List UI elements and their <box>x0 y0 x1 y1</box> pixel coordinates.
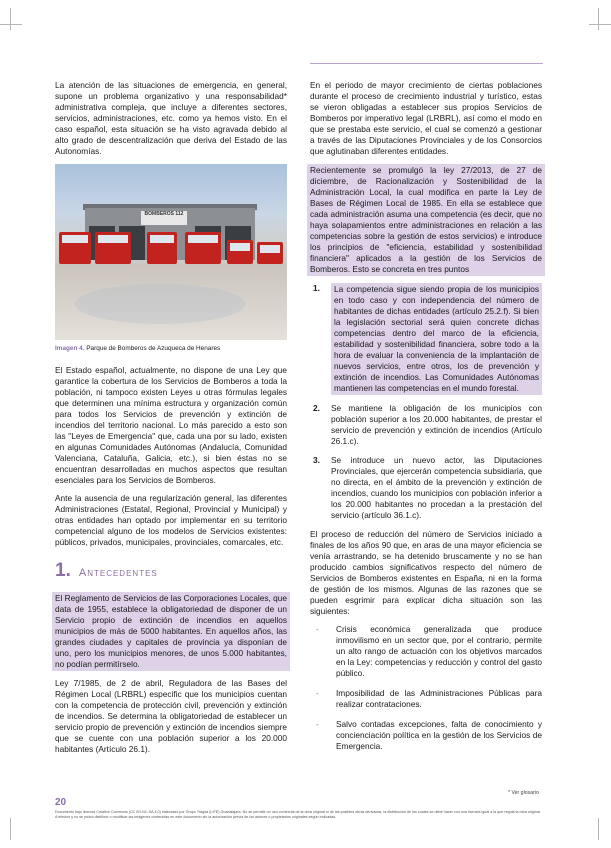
caption-label: Imagen 4. <box>55 345 85 352</box>
highlighted-paragraph: El Reglamento de Servicios de las Corporaciones Locales, que data de 1955, establece la obligatoriedad de disponer de un Servicio propio de extinción de incendios en aquellos municipios de más de 5000 habitantes. En aquellos años, las grandes ciudades y capitales de provincia ya disponían de uno, pero los municipios menores, de unos 5.000 habitantes, no podían permitírselo. <box>52 592 290 671</box>
page-number: 20 <box>55 797 67 808</box>
crop-mark <box>589 24 611 25</box>
list-text: Salvo contadas excepciones, falta de conocimiento y concienciación política en la gestión de los Servicios de Emergencia. <box>336 719 542 751</box>
list-text: Crisis económica generalizada que produce inmovilismo en un sector que, por el contrario, permite un alto rango de actuación con los objetivos marcados en la Ley: competencias y reducción y control del gasto público. <box>336 624 542 678</box>
section-number: 1. <box>55 560 71 581</box>
header-rule <box>310 63 543 64</box>
list-text: La competencia sigue siendo propia de los municipios en todo caso y con independencia del número de habitantes de dichas entidades (artículo 25.2.f). Si bien la legislación sectorial será quien concrete dichas competencias dentro del marco de la eficiencia, estabilidad y sostenibilidad financiera, sobre todo a la hora de evaluar la conveniencia de la implantación de nuevos servicios, entre otros, los de prevención y extinción de incendios. Las Comunidades Autónomas mantienen las competencias en el mundo forestal. <box>331 283 542 395</box>
station-sign: BOMBEROS 112 <box>141 211 187 225</box>
list-number: 2. <box>313 403 320 413</box>
highlighted-paragraph: Recientemente se promulgó la ley 27/2013, de 27 de diciembre, de Racionalización y Sostenibilidad de la Administración Local, la cual modifica en parte la Ley de Bases de Régimen Local de 1985. En ella se establece que cada administración asuma una competencia (es decir, que no haya solapamientos entre administraciones en relación a las competencias sobre la gestión de estos servicios) e introduce los principios de "eficiencia, estabilidad y sostenibilidad financiera" aplicados a la gestión de los Servicios de Bomberos. Esto se concreta en tres puntos <box>307 164 545 276</box>
bullet-marker: - <box>316 688 319 698</box>
section-heading <box>55 560 287 582</box>
section-title: Antecedentes <box>78 567 158 579</box>
image-caption <box>55 344 287 353</box>
list-item <box>310 455 542 521</box>
list-text: Se introduce un nuevo actor, las Diputaciones Provinciales, que ejercerán competencia subsidiaria, que no directa, en el ámbito de la prevención y extinción de incendios, cuando los municipios con población inferior a los 20.000 habitantes no procedan a la prestación del servicio (artículo 36.1.c). <box>331 455 542 520</box>
crop-mark <box>10 8 11 30</box>
paragraph: El proceso de reducción del número de Servicios iniciado a finales de los años 90 que, en aras de una mayor eficiencia se venía arrastrando, se ha detenido bruscamente y no se han producido cambios significativos respecto del número de Servicios de Bomberos existentes en España, ni en la forma de gestión de los mismos. Algunas de las razones que se pueden esgrimir para explicar dicha situación son las siguientes: <box>310 529 542 616</box>
numbered-list <box>310 283 542 521</box>
caption-text: Parque de Bomberos de Azuqueca de Henares <box>84 345 221 352</box>
list-text: Se mantiene la obligación de los municipios con población superior a los 20.000 habitantes, de prestar el servicio de prevención y extinción de incendios (Artículo 26.1.c). <box>331 403 542 446</box>
list-number: 1. <box>313 283 320 293</box>
glossary-note: * Ver glosario <box>508 790 539 796</box>
list-number: 3. <box>313 455 320 465</box>
list-item <box>310 719 542 752</box>
paragraph: En el periodo de mayor crecimiento de ciertas poblaciones durante el proceso de crecimiento industrial y turístico, estas se vieron obligadas a establecer sus propios Servicios de Bomberos por imperativo legal (LRBRL), así como el modo en que se prestaba este servicio, el cual se comenzó a gestionar a través de las Diputaciones Provinciales y de los Consorcios que aglutinaban diferentes entidades. <box>310 80 542 156</box>
bullet-marker: - <box>316 624 319 634</box>
bullet-list <box>310 624 542 752</box>
list-item <box>310 283 542 395</box>
right-column <box>310 80 542 761</box>
crop-mark <box>598 8 599 30</box>
list-text: Imposibilidad de las Administraciones Públicas para realizar contrataciones. <box>336 688 542 709</box>
fire-station-photo <box>55 164 287 340</box>
crop-mark <box>10 818 11 840</box>
paragraph: Ante la ausencia de una regularización general, las diferentes Administraciones (Estatal, Regional, Provincial y Municipal) y otras entidades han optado por implementar en su territorio competencial alguno de los modelos de Servicios existentes: públicos, privados, municipales, provinciales, comarcales, etc. <box>55 493 287 547</box>
left-column <box>55 80 287 762</box>
list-item <box>310 688 542 710</box>
list-item <box>310 624 542 679</box>
paragraph: El Estado español, actualmente, no dispone de una Ley que garantice la cobertura de los Servicios de Bomberos a toda la población, ni tampoco existen Leyes u otras fórmulas legales que determinen una mínima estructura y organización común para todos los Servicios de prevención y extinción de incendios del territorio nacional. Lo más parecido a esto son las "Leyes de Emergencia" que, cada una por su lado, existen en algunas Comunidades Autónomas (Andalucía, Comunidad Valenciana, Cataluña, Galicia, etc.), si bien éstas no se encuentran desarrolladas en muchos aspectos que resultan esenciales para los Servicios de Bomberos. <box>55 365 287 485</box>
crop-mark <box>0 24 22 25</box>
paragraph: Ley 7/1985, de 2 de abril, Reguladora de las Bases del Régimen Local (LRBRL) especific que los municipios cuentan con la competencia de protección civil, prevención y extinción de incendios. Se determina la obligatoriedad de establecer un servicio propio de prevención y extinción de incendios siempre que se cuente con una población superior a los 20.000 habitantes (Artículo 26.1). <box>55 678 287 754</box>
bullet-marker: - <box>316 719 319 729</box>
list-item <box>310 403 542 447</box>
crop-mark <box>598 818 599 840</box>
paragraph: La atención de las situaciones de emergencia, en general, supone un problema organizativo y una responsabilidad* administrativa compleja, que incluye a diferentes sectores, servicios, administraciones, etc. como ya hemos visto. En el caso español, esta situación se ha visto agravada debido al alto grado de descentralización que deriva del Estado de las Autonomías. <box>55 80 287 156</box>
license-footnote: Documento bajo licencia Creative Commons (CC BY-NC-SA 4.0) elaborado por Grupo Tragsa (LIFE) Guadalajara. No se permite un uso comercial de la obra original ni de las posibles obras derivadas, la distribución de las cuales se debe hacer con una licencia igual a la que regula la obra original. A efectos y no se podrá distribuir o modificar las imágenes contenidas en este documento sin la autorización previa de los autores o propietarios originales según indicadas. <box>55 810 541 819</box>
